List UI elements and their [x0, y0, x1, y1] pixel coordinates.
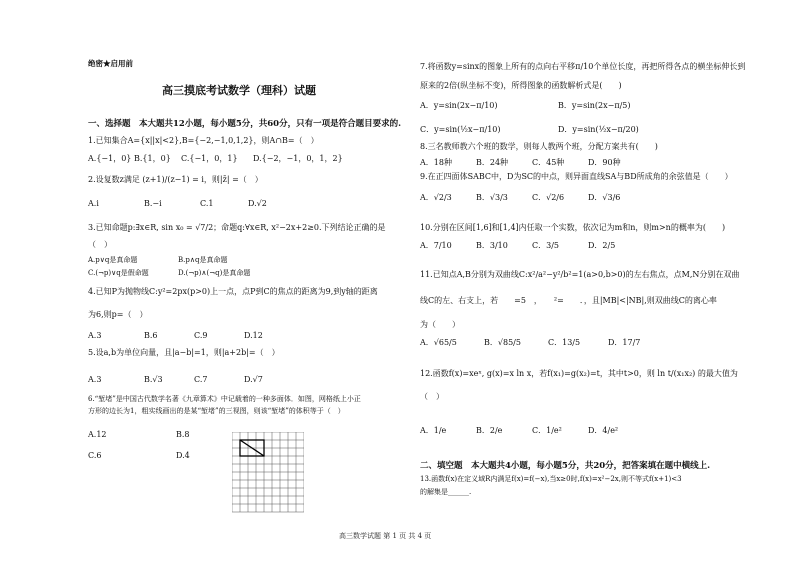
secret-label: 绝密★启用前	[88, 59, 133, 68]
q5-option-c: C.7	[194, 375, 208, 384]
q8-option-b: B．24种	[476, 158, 509, 167]
q4-option-b: B.6	[144, 331, 158, 340]
q9-option-d: D．√3/6	[588, 193, 621, 202]
page-title: 高三摸底考试数学（理科）试题	[162, 84, 316, 97]
q5-option-d: D.√7	[244, 375, 263, 384]
q4-stem-line2: 为6,则p=（ ）	[88, 310, 148, 319]
section1-heading: 一、选择题 本大题共12小题，每小题5分，共60分，只有一项是符合题目要求的.	[88, 119, 402, 129]
q2-option-c: C.1	[200, 199, 214, 208]
q9-stem: 9.在正四面体SABC中，D为SC的中点，则异面直线SA与BD所成角的余弦值是（ ）	[420, 172, 733, 181]
q13-stem-line2: 的解集是______.	[420, 488, 472, 496]
q3-option-c: C.(¬p)∨q是假命题	[88, 269, 149, 277]
q4-option-c: C.9	[194, 331, 208, 340]
q6-option-c: C.6	[88, 451, 102, 460]
q7-option-b: B．y=sin(2x−π/5)	[558, 101, 631, 110]
q11-option-a: A．√65/5	[420, 338, 457, 347]
q2-stem: 2.设复数z满足 (z+1)/(z−1) = i，则|z̄| =（ ）	[88, 175, 263, 184]
q8-option-d: D．90种	[588, 158, 621, 167]
q4-option-d: D.12	[244, 331, 263, 340]
q3-option-a: A.p∨q是真命题	[88, 256, 138, 264]
q11-stem-line1: 11.已知点A,B分别为双曲线C:x²/a²−y²/b²=1(a>0,b>0)的左右焦点，点M,N分别在双曲	[420, 270, 740, 279]
q11-stem-line3: 为（ ）	[420, 320, 460, 329]
section2-heading: 二、填空题 本大题共4小题，每小题5分，共20分，把答案填在题中横线上.	[420, 461, 711, 471]
q6-option-b: B.8	[176, 430, 190, 439]
q2-option-a: A.i	[88, 199, 99, 208]
q6-stem-line1: 6.“堑堵”是中国古代数学名著《九章算术》中记载着的一种多面体．如图，网格纸上小正	[88, 395, 361, 403]
q6-option-a: A.12	[88, 430, 107, 439]
q10-option-d: D．2/5	[588, 241, 616, 250]
q4-stem-line1: 4.已知P为抛物线C:y²=2px(p>0)上一点，点P到C的焦点的距离为9,到y轴的距离	[88, 287, 378, 296]
q13-stem-line1: 13.函数f(x)在定义域R内满足f(x)=f(−x),当x≥0时,f(x)=x²−2x,则不等式f(x+1)<3	[420, 475, 682, 483]
q11-option-b: B．√85/5	[484, 338, 521, 347]
q12-option-b: B．2/e	[476, 426, 503, 435]
q1-option-b: B.{1，0}	[134, 154, 171, 163]
q8-stem: 8.三名教师教六个班的数学，则每人教两个班，分配方案共有( )	[420, 142, 658, 151]
q11-option-d: D．17/7	[608, 338, 641, 347]
q8-option-c: C．45种	[532, 158, 565, 167]
three-view-figure	[232, 432, 304, 514]
q3-stem: 3.已知命题p:∃x∈R, sin x₀ = √7/2；命题q:∀x∈R, x²−2x+2≥0.下列结论正确的是	[88, 223, 386, 232]
page-footer: 高三数学试题 第 1 页 共 4 页	[339, 532, 432, 540]
q10-option-b: B．3/10	[476, 241, 508, 250]
q12-option-c: C．1/e²	[532, 426, 562, 435]
q3-option-d: D.(¬p)∧(¬q)是真命题	[178, 269, 251, 277]
q1-option-a: A.{−1，0}	[88, 154, 132, 163]
q12-option-a: A．1/e	[420, 426, 447, 435]
q3-option-b: B.p∧q是真命题	[178, 256, 228, 264]
q1-option-c: C.{−1，0，1}	[181, 154, 238, 163]
q9-option-a: A．√2/3	[420, 193, 452, 202]
q6-option-d: D.4	[176, 451, 190, 460]
q9-option-b: B．√3/3	[476, 193, 508, 202]
q7-option-a: A．y=sin(2x−π/10)	[420, 101, 498, 110]
q5-option-b: B.√3	[144, 375, 163, 384]
q11-stem-line2: 线C的左、右支上，若 =5 ， ²= ．，且|MB|<|NB|,则双曲线C的离心率	[420, 296, 717, 305]
q1-stem: 1.已知集合A={x||x|<2},B={−2,−1,0,1,2}，则A∩B=（ ）	[88, 136, 319, 145]
q5-stem: 5.设a,b为单位向量，且|a−b|=1，则|a+2b|=（ ）	[88, 348, 280, 357]
q10-option-c: C．3/5	[532, 241, 559, 250]
q5-option-a: A.3	[88, 375, 102, 384]
q2-option-d: D.√2	[248, 199, 267, 208]
q11-option-c: C．13/5	[548, 338, 581, 347]
q9-option-c: C．√2/6	[532, 193, 565, 202]
q1-option-d: D.{−2，−1，0，1，2}	[253, 154, 343, 163]
q10-stem: 10.分别在区间[1,6]和[1,4]内任取一个实数，依次记为m和n，则m>n的概率为( )	[420, 223, 726, 232]
q7-option-d: D．y=sin(½x−π/20)	[558, 125, 639, 134]
q7-stem-line2: 原来的2倍(纵坐标不变)，所得图象的函数解析式是( )	[420, 81, 622, 90]
q6-stem-line2: 方形的边长为1，粗实线画出的是某“堑堵”的三视图，则该“堑堵”的体积等于（ ）	[88, 407, 345, 415]
q7-stem-line1: 7.将函数y=sinx的图象上所有的点向右平移π/10个单位长度，再把所得各点的横坐标伸长到	[420, 62, 746, 71]
q4-option-a: A.3	[88, 331, 102, 340]
q7-option-c: C．y=sin(½x−π/10)	[420, 125, 501, 134]
q3-paren: （ ）	[88, 240, 112, 249]
q2-option-b: B.−i	[144, 199, 162, 208]
q12-paren: （ ）	[420, 392, 444, 401]
q10-option-a: A．7/10	[420, 241, 452, 250]
q12-stem: 12.函数f(x)=xeˣ, g(x)=x ln x，若f(x₁)=g(x₂)=t，其中t>0，则 ln t/(x₁x₂) 的最大值为	[420, 369, 738, 378]
q8-option-a: A．18种	[420, 158, 452, 167]
q12-option-d: D．4/e²	[588, 426, 619, 435]
